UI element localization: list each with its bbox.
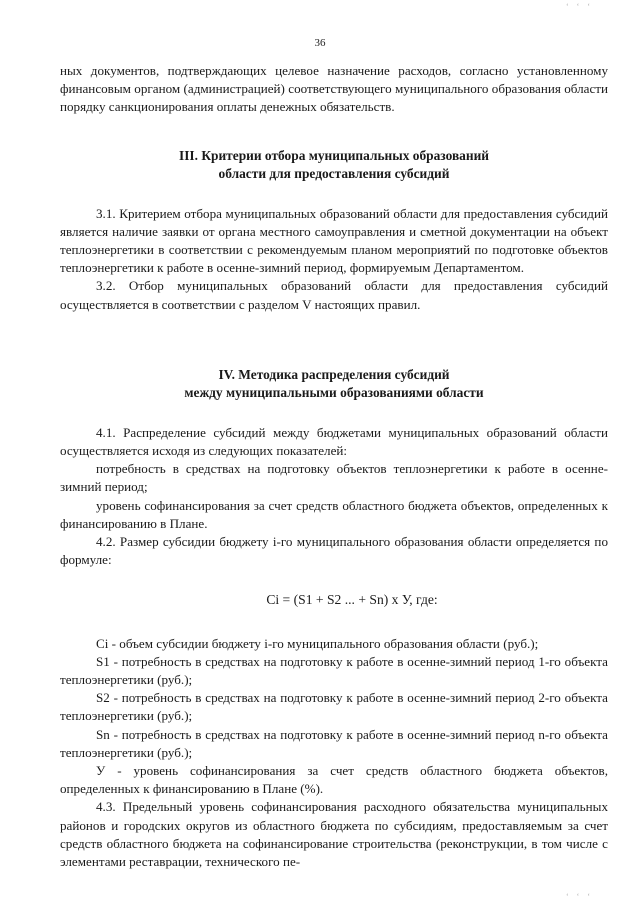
paragraph-4-3: 4.3. Предельный уровень софинансирования расходного обязательства муниципальных районов и городских округов из областного бюджета по субсидиям, предоставляемым за счет средств областного бюджета на софинансирование строительства (реконструкции, в том числе с элементами реставрации, технического пе-: [60, 799, 608, 870]
section-3-title-line-2: области для предоставления субсидий: [218, 165, 450, 181]
paragraph-4-2: 4.2. Размер субсидии бюджету i-го муниципального образования области определяется по формуле:: [60, 534, 608, 568]
section-3-heading: [60, 147, 608, 183]
section-3-title-line-1: III. Критерии отбора муниципальных образований: [178, 147, 490, 163]
definition-u: У - уровень софинансирования за счет средств областного бюджета объектов, определенных к финансированию в Плане (%).: [60, 763, 608, 797]
indicator-need: потребность в средствах на подготовку объектов теплоэнергетики к работе в осенне-зимний период;: [60, 461, 608, 495]
paragraph-3-2: 3.2. Отбор муниципальных образований области для предоставления субсидий осуществляется в соответствии с разделом V настоящих правил.: [60, 278, 608, 312]
section-4-title-line-2: между муниципальными образованиями области: [184, 384, 484, 400]
subsidy-formula: Ci = (S1 + S2 ... + Sn) x У, где:: [266, 592, 438, 608]
definition-ci: Ci - объем субсидии бюджету i-го муниципального образования области (руб.);: [96, 635, 539, 651]
indicator-cofinancing: уровень софинансирования за счет средств областного бюджета объектов, определенных к финансированию в Плане.: [60, 497, 608, 531]
scan-mark-top: ‘ ‘ ‘: [566, 2, 593, 11]
page-number: 36: [314, 37, 326, 49]
intro-paragraph: ных документов, подтверждающих целевое назначение расходов, согласно установленному финансовым органом (администрацией) соответствующего муниципального образования области порядку санкционирования оплаты денежных обязательств.: [60, 63, 608, 115]
definition-s2: S2 - потребность в средствах на подготовку к работе в осенне-зимний период 2-го объекта теплоэнергетики (руб.);: [60, 690, 608, 724]
paragraph-4-1: 4.1. Распределение субсидий между бюджетами муниципальных образований области осуществляется исходя из следующих показателей:: [60, 424, 608, 459]
definition-s1: S1 - потребность в средствах на подготовку к работе в осенне-зимний период 1-го объекта теплоэнергетики (руб.);: [60, 653, 608, 688]
section-4-heading: [60, 366, 608, 402]
paragraph-3-1: 3.1. Критерием отбора муниципальных образований области для предоставления субсидий является наличие заявки от органа местного самоуправления и сметной документации на объект теплоэнергетики в соответствии с рекомендуемым планом мероприятий по подготовке объектов теплоэнергетики к работе в осенне-зимний период, формируемым Департаментом.: [60, 205, 608, 276]
section-4-title-line-1: IV. Методика распределения субсидий: [218, 366, 450, 382]
definition-sn: Sn - потребность в средствах на подготовку к работе в осенне-зимний период n-го объекта теплоэнергетики (руб.);: [60, 726, 608, 760]
document-body: [60, 62, 608, 871]
scan-mark-bottom: ‘ ‘ ‘: [566, 892, 593, 901]
